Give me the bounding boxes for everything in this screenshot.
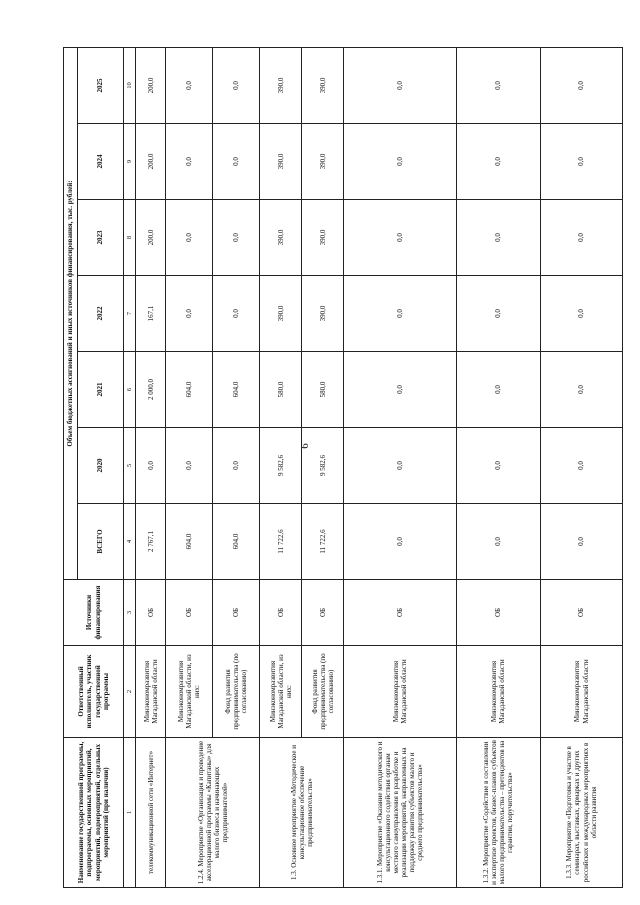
row-value: 390,0: [260, 200, 302, 276]
row-value: 0,0: [213, 124, 260, 200]
header-funding: Объем бюджетных ассигнований и иных источников финансирования, тыс. рублей:: [64, 47, 78, 579]
row-value: 0,0: [213, 47, 260, 123]
row-value: 0,0: [456, 200, 540, 276]
row-value: 580,0: [260, 352, 302, 428]
row-value: 0,0: [213, 276, 260, 352]
row-value: 0,0: [541, 124, 623, 200]
row-executor: Минэкономразвития Магаданской области, из них:: [166, 646, 213, 738]
row-value: 0,0: [456, 124, 540, 200]
table-row: [541, 47, 623, 887]
row-name: телекоммуникационной сети «Интернет»: [136, 738, 166, 888]
row-source: ОБ: [344, 580, 456, 646]
row-value: 0,0: [344, 504, 456, 580]
funding-table: [63, 47, 623, 888]
row-value: 0,0: [166, 47, 213, 123]
row-value: 9 582,6: [302, 428, 344, 504]
row-value: 0,0: [344, 200, 456, 276]
row-value: 0,0: [541, 47, 623, 123]
row-value: 604,0: [166, 504, 213, 580]
header-year: 2021: [78, 352, 124, 428]
row-value: 0,0: [456, 352, 540, 428]
row-value: 0,0: [344, 428, 456, 504]
header-year: 2022: [78, 276, 124, 352]
row-executor: Минэкономразвития Магаданской области: [456, 646, 540, 738]
index-cell: 4: [124, 504, 136, 580]
table-row: [260, 47, 302, 887]
row-executor: Фонд развития предпринимательства (по согласованию): [302, 646, 344, 738]
header-year: 2023: [78, 200, 124, 276]
header-executor: Ответственный исполнитель, участник государственной программы: [64, 646, 124, 738]
row-value: 0,0: [213, 428, 260, 504]
row-source: ОБ: [541, 580, 623, 646]
row-value: 0,0: [541, 276, 623, 352]
row-value: 0,0: [541, 200, 623, 276]
header-year: 2025: [78, 47, 124, 123]
row-name: 1.3.3. Мероприятие «Подготовка и участие в семинарах, выставках, ярмарках и других российских и международных мероприятиях в области развития: [541, 738, 623, 888]
row-value: 0,0: [344, 124, 456, 200]
row-value: 2 767,1: [136, 504, 166, 580]
row-executor: Минэкономразвития Магаданской области, из них:: [260, 646, 302, 738]
index-cell: 8: [124, 200, 136, 276]
row-executor: Минэкономразвития Магаданской области: [344, 646, 456, 738]
row-source: ОБ: [213, 580, 260, 646]
index-cell: 10: [124, 47, 136, 123]
index-cell: 3: [124, 580, 136, 646]
row-value: 0,0: [456, 504, 540, 580]
row-value: 0,0: [456, 47, 540, 123]
row-value: 604,0: [213, 352, 260, 428]
row-value: 200,0: [136, 47, 166, 123]
row-source: ОБ: [456, 580, 540, 646]
row-value: 604,0: [213, 504, 260, 580]
row-name: 1.3.2. Мероприятие «Содействие в составлении и экспертизе проектов, бизнес-планов субъектов малого предпринимательства – претендентов на гарантии, поручительства»: [456, 738, 540, 888]
row-value: 0,0: [136, 428, 166, 504]
funding-table-wrapper: [63, 48, 623, 888]
table-row: [344, 47, 456, 887]
header-year: ВСЕГО: [78, 504, 124, 580]
index-cell: 5: [124, 428, 136, 504]
row-source: ОБ: [136, 580, 166, 646]
row-value: 0,0: [166, 124, 213, 200]
row-value: 0,0: [456, 428, 540, 504]
row-value: 0,0: [213, 200, 260, 276]
row-executor: Минэкономразвития Магаданской области: [541, 646, 623, 738]
row-value: 11 722,6: [260, 504, 302, 580]
row-value: 11 722,6: [302, 504, 344, 580]
page-number: 6: [298, 443, 311, 449]
header-name: Наименование государственной программы, подпрограммы, основных мероприятий, мероприятий, подмероприятий, отдельных мероприятий (при наличии): [64, 738, 124, 888]
row-value: 390,0: [260, 124, 302, 200]
row-value: 0,0: [166, 276, 213, 352]
row-value: 390,0: [302, 276, 344, 352]
index-cell: 2: [124, 646, 136, 738]
header-source: Источники финансирования: [64, 580, 124, 646]
row-value: 390,0: [302, 200, 344, 276]
row-value: 390,0: [302, 47, 344, 123]
row-value: 2 000,0: [136, 352, 166, 428]
row-value: 200,0: [136, 200, 166, 276]
row-source: ОБ: [166, 580, 213, 646]
row-value: 390,0: [260, 47, 302, 123]
row-value: 390,0: [260, 276, 302, 352]
table-row: [166, 47, 213, 887]
row-value: 200,0: [136, 124, 166, 200]
table-row: [136, 47, 166, 887]
row-value: 167,1: [136, 276, 166, 352]
row-value: 0,0: [541, 504, 623, 580]
row-value: 604,0: [166, 352, 213, 428]
row-name: 1.3. Основное мероприятие «Методическое и консультационное обеспечение предпринимательства»: [260, 738, 344, 888]
row-source: ОБ: [260, 580, 302, 646]
index-cell: 9: [124, 124, 136, 200]
row-source: ОБ: [302, 580, 344, 646]
row-executor: Минэкономразвития Магаданской области: [136, 646, 166, 738]
index-cell: 1: [124, 738, 136, 888]
row-value: 0,0: [456, 276, 540, 352]
index-cell: 6: [124, 352, 136, 428]
row-name: 1.2.4. Мероприятие «Организация и проведение акселерационной программы «Капитаны» для малого бизнеса и начинающих предпринимателей»: [166, 738, 260, 888]
row-value: 0,0: [344, 47, 456, 123]
row-value: 0,0: [344, 276, 456, 352]
index-cell: 7: [124, 276, 136, 352]
header-year: 2024: [78, 124, 124, 200]
row-value: 0,0: [541, 352, 623, 428]
row-executor: Фонд развития предпринимательства (по согласованию): [213, 646, 260, 738]
row-name: 1.3.1. Мероприятие «Оказание методического и консультационного содействия органам местного самоуправления в разработке и реализации мероприятий, направленных на поддержку развития субъектов малого и среднего предпринимательства»: [344, 738, 456, 888]
header-year: 2020: [78, 428, 124, 504]
table-row: [456, 47, 540, 887]
row-value: 0,0: [344, 352, 456, 428]
row-value: 0,0: [541, 428, 623, 504]
row-value: 580,0: [302, 352, 344, 428]
row-value: 0,0: [166, 200, 213, 276]
row-value: 9 582,6: [260, 428, 302, 504]
row-value: 0,0: [166, 428, 213, 504]
row-value: 390,0: [302, 124, 344, 200]
